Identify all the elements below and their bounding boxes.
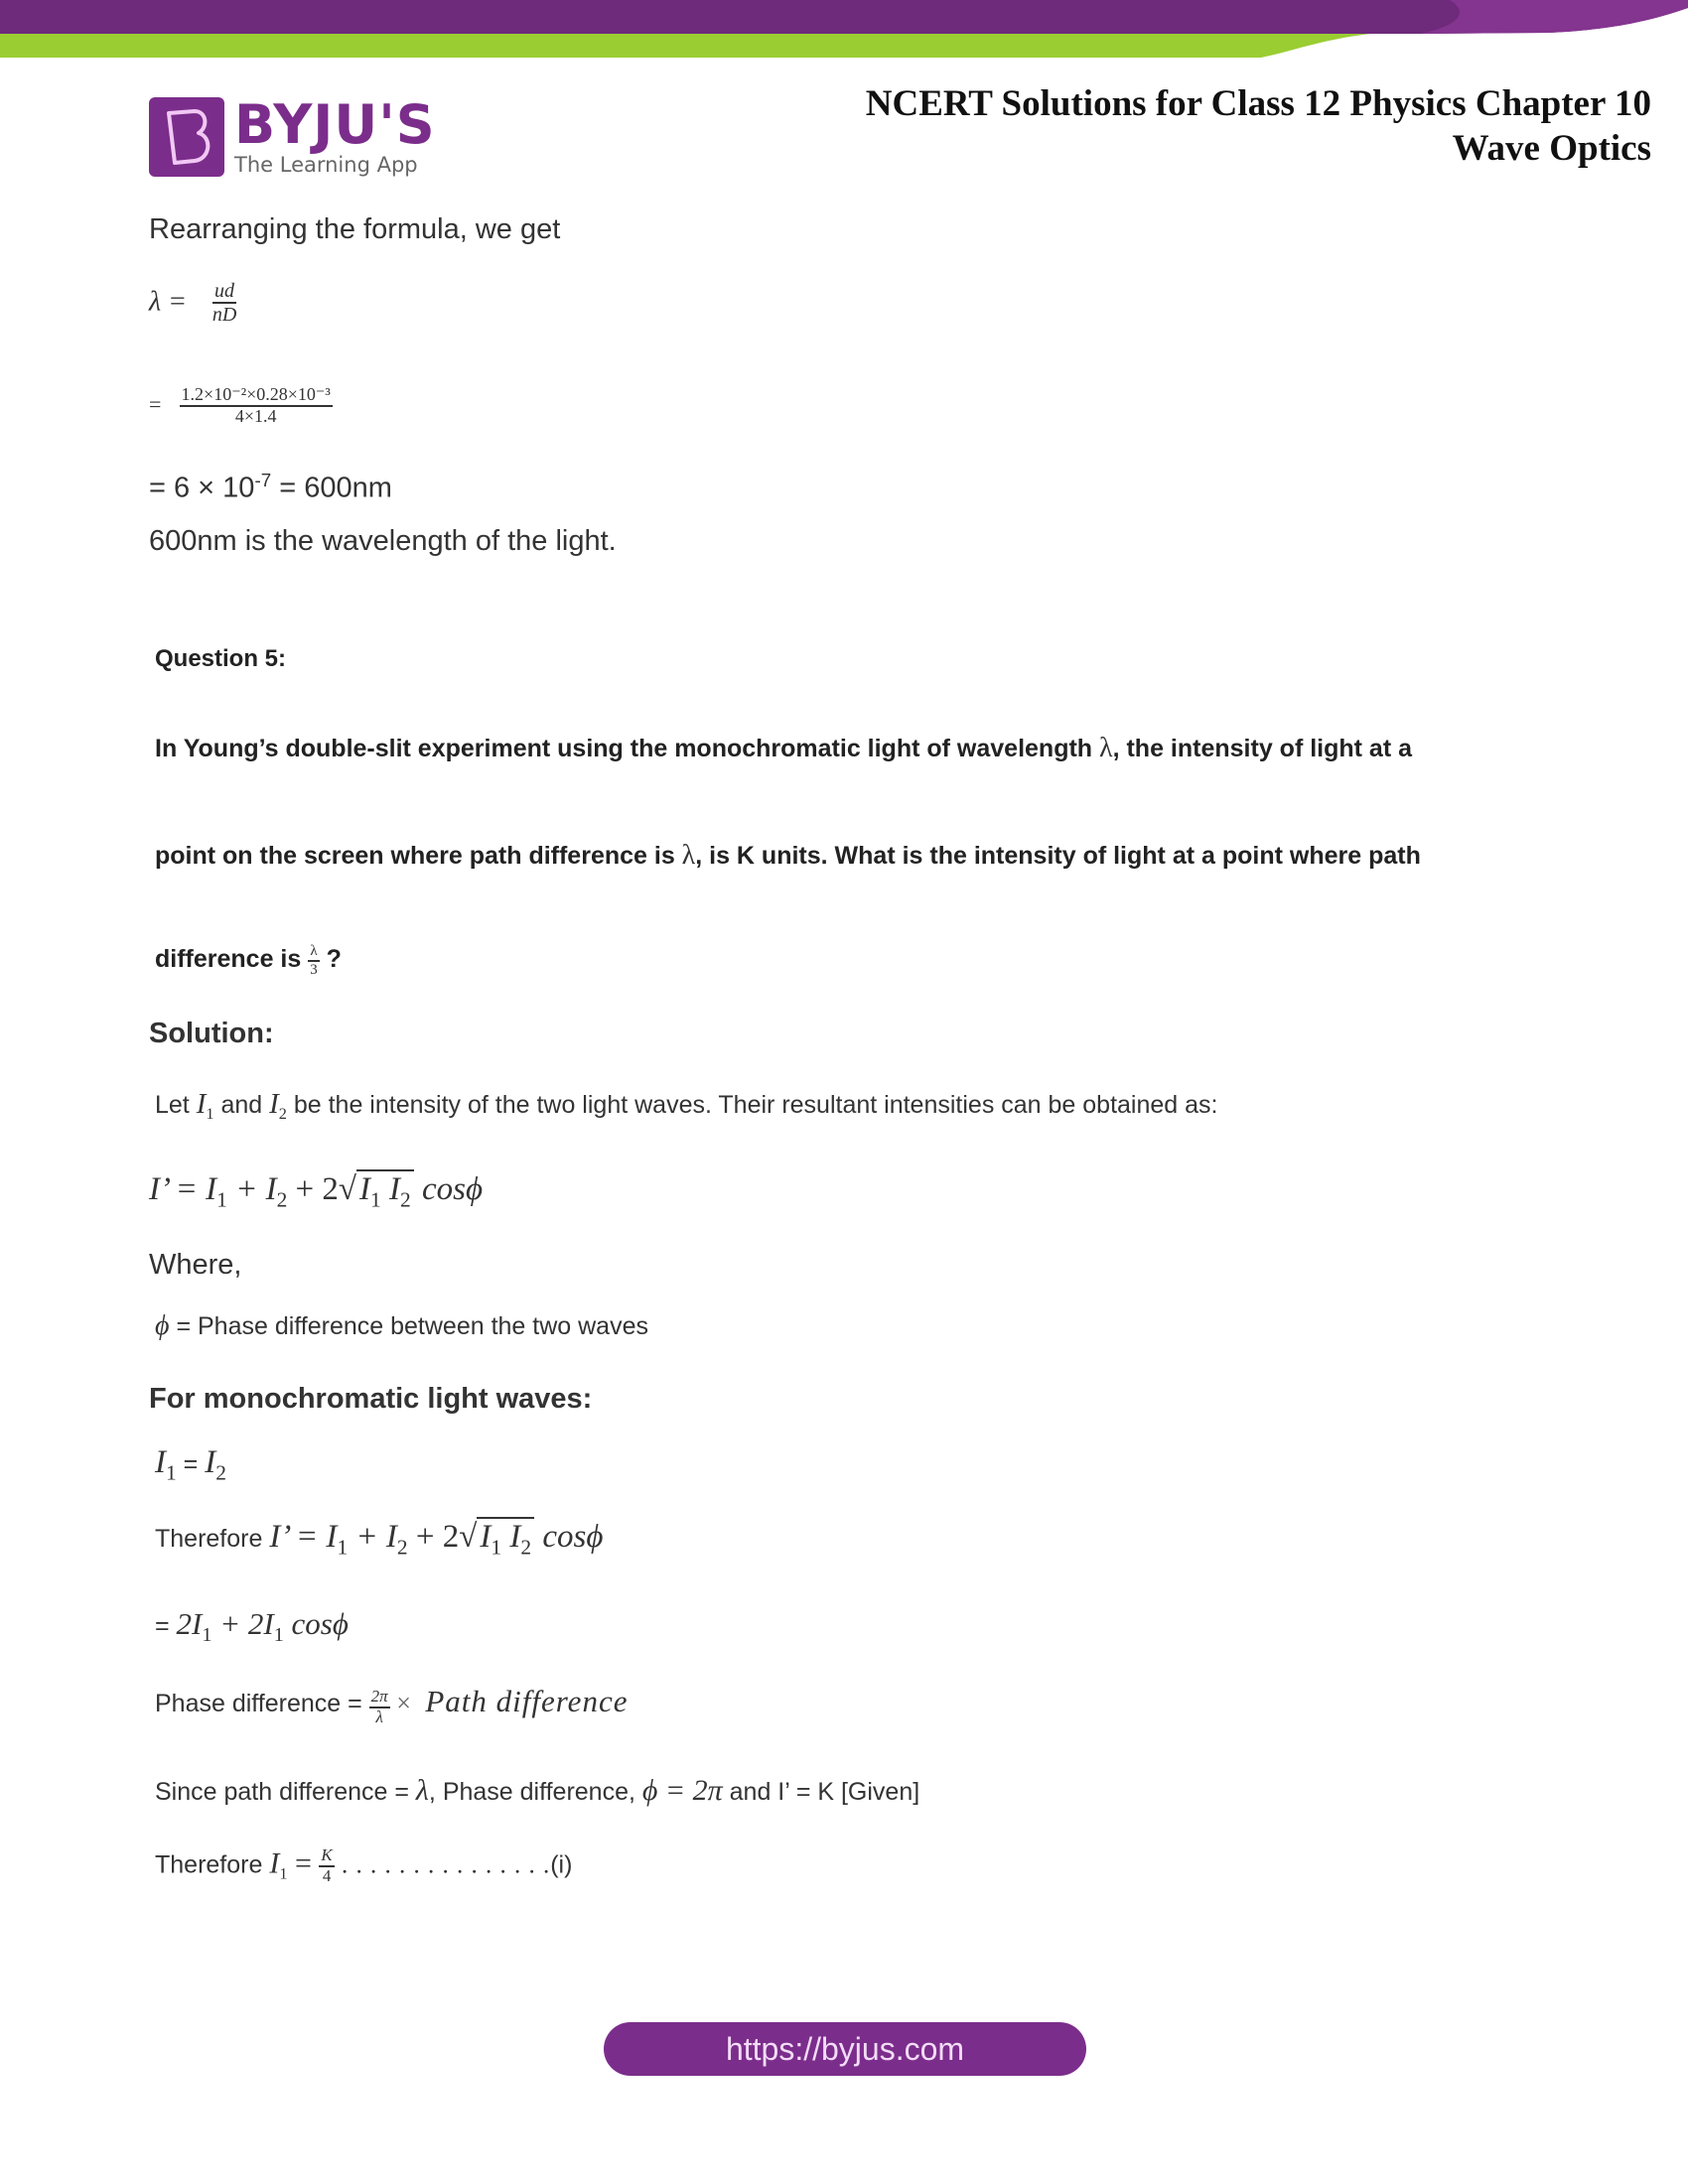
title-line-1: NCERT Solutions for Class 12 Physics Chapter 10 [865, 83, 1651, 124]
question-text-line-3: difference is $\frac{\lambda}{3}$ ? [155, 943, 342, 978]
substitution-formula: = $\frac{\text{1.2×10⁻²×0.28×10⁻³}}{4\times 1.4}$ [149, 384, 331, 426]
title-line-2: Wave Optics [1452, 128, 1651, 169]
byjus-logo [149, 93, 436, 177]
since-path-difference-line: Since path difference = λ, Phase difference, ϕ = 2π and I’ = K [Given] [155, 1774, 920, 1807]
result-line: = $6 \times 10^{-7} = 600nm$ [149, 470, 392, 504]
question-label: Question 5: [155, 645, 287, 672]
question-text-line-2: point on the screen where path difference is λ, is K units. What is the intensity of light at a point where path [155, 840, 1421, 871]
fraction: $\frac{K}{4}$ [321, 1845, 333, 1885]
fraction: $\frac{2\pi}{\lambda}$ [370, 1687, 388, 1726]
header-band [0, 0, 1688, 60]
phase-difference-formula: Phase difference = $\frac{2\pi}{\lambda}$ × Path difference [155, 1684, 629, 1726]
resultant-intensity-equation: I’ = $I_1 + I_2 + 2√I_1$ $I_2$ cosϕ [149, 1171, 484, 1212]
lambda-formula: λ = $\frac{ud}{nD}$ [149, 280, 237, 326]
where-label: Where, [149, 1249, 242, 1281]
fraction: $\frac{\lambda}{3}$ [310, 943, 318, 978]
fraction: $\frac{\text{1.2×10⁻²×0.28×10⁻³}}{4\times 1.4}$ [181, 384, 331, 426]
logo-b-icon [149, 97, 224, 177]
therefore-equation-1: Therefore I’ = $I_1 + I_2 + 2√I_1$ $I_2$ cosϕ [155, 1519, 604, 1560]
phi-definition: ϕ = Phase difference between the two waves [155, 1310, 648, 1341]
rearrange-intro: Rearranging the formula, we get [149, 213, 561, 245]
byjus-website-link[interactable]: https://byjus.com [604, 2022, 1086, 2076]
question-text-line-1: In Young’s double-slit experiment using the monochromatic light of wavelength λ, the intensity of light at a [155, 733, 1412, 763]
simplified-equation: = $2I_1 + 2I_1$ cosϕ [155, 1606, 349, 1647]
fraction: $\frac{ud}{nD}$ [211, 280, 237, 326]
document-title [866, 81, 1651, 171]
brand-name: BYJU'S [234, 93, 436, 156]
brand-tagline: The Learning App [234, 153, 418, 177]
monochromatic-heading: For monochromatic light waves: [149, 1383, 593, 1415]
solution-heading: Solution: [149, 1018, 274, 1049]
final-intensity-line: Therefore $I_1$ = $\frac{K}{4}$ . . . . . . . . . . . . . . .(i) [155, 1845, 573, 1885]
conclusion-line: 600nm is the wavelength of the light. [149, 525, 617, 557]
solution-intro: Let $I_1$ and $I_2$ be the intensity of the two light waves. Their resultant intensities can be obtained as: [155, 1088, 1218, 1123]
equal-intensity-equation: $I_1 = I_2$ [155, 1444, 226, 1485]
